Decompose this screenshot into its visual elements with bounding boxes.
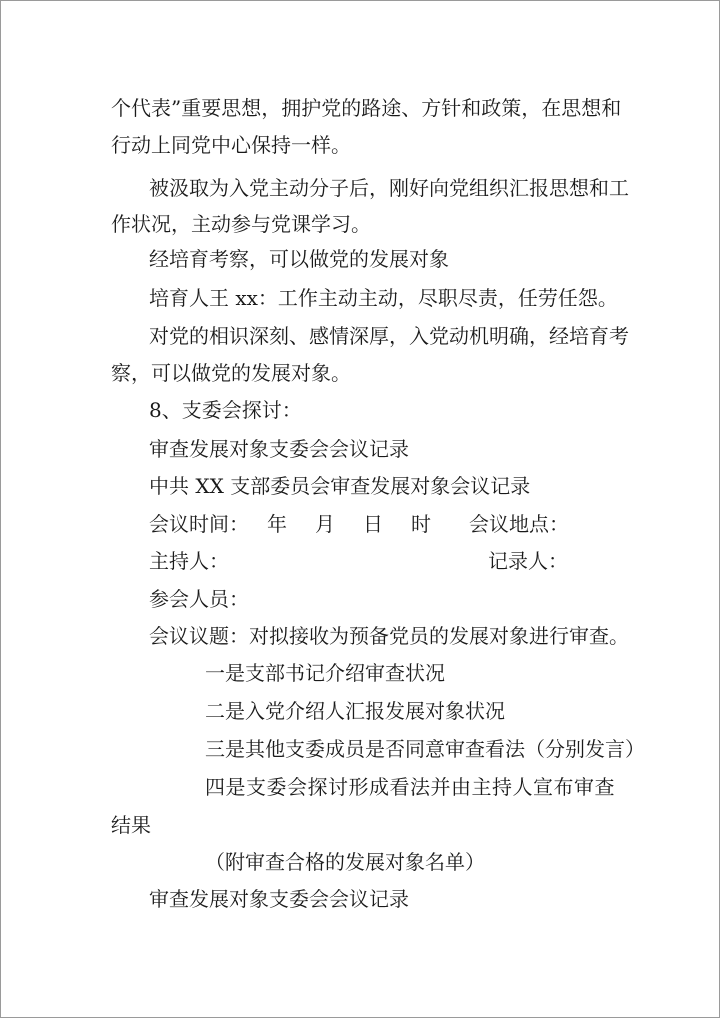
meeting-year-label: 年 — [267, 512, 287, 536]
meeting-time-label: 会议时间： — [149, 512, 249, 536]
appendix-note: （附审查合格的发展对象名单） — [205, 850, 485, 874]
agenda-step: 四是支委会探讨形成看法并由主持人宣布审查 — [205, 775, 615, 799]
paragraph-line: 对党的相识深刻、感情深厚，入党动机明确，经培育考 — [149, 324, 629, 348]
section-heading: 8、支委会探讨： — [149, 398, 302, 422]
meeting-month-label: 月 — [315, 512, 335, 536]
paragraph-line: 个代表”重要思想，拥护党的路途、方针和政策，在思想和 — [111, 96, 622, 120]
agenda-step: 一是支部书记介绍审查状况 — [205, 661, 445, 685]
paragraph-line: 经培育考察，可以做党的发展对象 — [149, 247, 449, 271]
paragraph-line: 培育人王 xx：工作主动主动，尽职尽责，任劳任怨。 — [149, 286, 618, 310]
meeting-location-label: 会议地点： — [469, 512, 569, 536]
attendees-label: 参会人员： — [149, 587, 249, 611]
host-label: 主持人： — [149, 549, 229, 573]
meeting-hour-label: 时 — [411, 512, 431, 536]
record-subtitle: 中共 XX 支部委员会审查发展对象会议记录 — [149, 474, 531, 498]
paragraph-line: 被汲取为入党主动分子后，刚好向党组织汇报思想和工 — [149, 176, 629, 200]
agenda-step: 二是入党介绍人汇报发展对象状况 — [205, 699, 505, 723]
agenda-step: 三是其他支委成员是否同意审查看法（分别发言） — [205, 737, 645, 761]
recorder-label: 记录人： — [488, 549, 568, 573]
paragraph-line: 作状况，主动参与党课学习。 — [111, 212, 371, 236]
paragraph-line: 行动上同党中心保持一样。 — [111, 133, 351, 157]
footer-record-title: 审查发展对象支委会会议记录 — [149, 887, 409, 911]
record-title: 审查发展对象支委会会议记录 — [149, 437, 409, 461]
paragraph-line: 察，可以做党的发展对象。 — [111, 361, 351, 385]
agenda-step-continuation: 结果 — [111, 813, 151, 837]
meeting-day-label: 日 — [363, 512, 383, 536]
agenda-line: 会议议题：对拟接收为预备党员的发展对象进行审查。 — [149, 624, 629, 648]
